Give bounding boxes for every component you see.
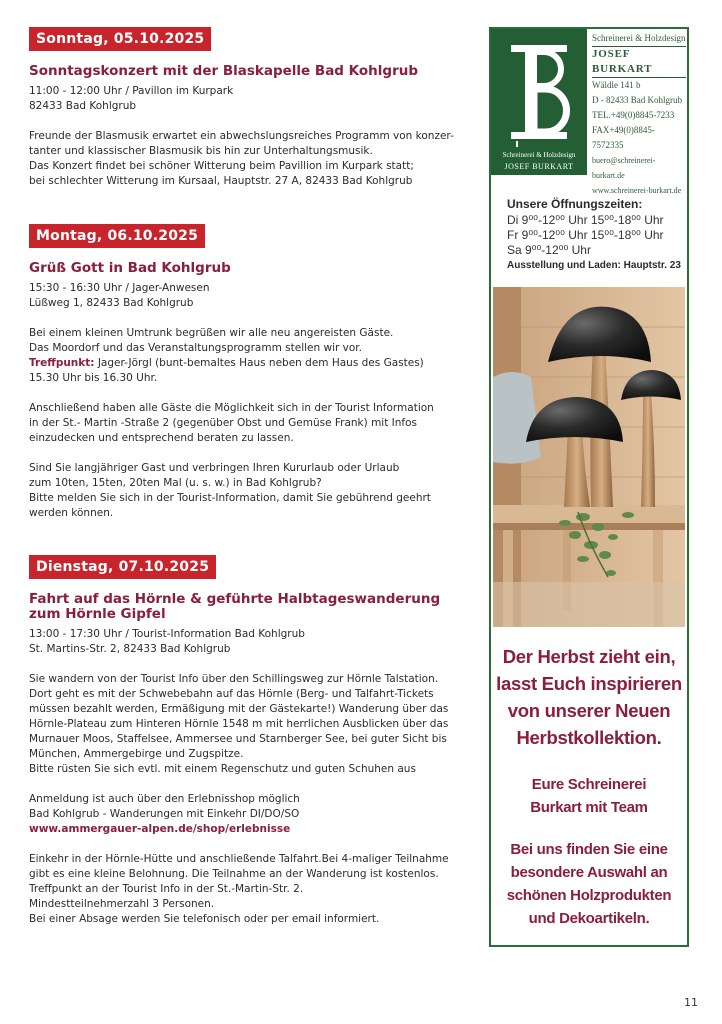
hours-line: Fr 9⁰⁰-12⁰⁰ Uhr 15⁰⁰-18⁰⁰ Uhr: [507, 228, 664, 242]
body-line: Einkehr in der Hörnle-Hütte und anschließende Talfahrt.Bei 4-maliger Teilnahme: [29, 853, 449, 865]
autumn-slogan: [493, 643, 685, 930]
body-line: Bitte rüsten Sie sich evtl. mit einem Regenschutz und guten Schuhen aus: [29, 763, 416, 775]
body-line: zum 10ten, 15ten, 20ten Mal (u. s. w.) in Bad Kohlgrub?: [29, 477, 322, 489]
team-line: Eure Schreinerei: [531, 776, 647, 793]
ad-header: [491, 29, 687, 195]
page-number: 11: [684, 996, 698, 1009]
date-tag: Dienstag, 07.10.2025: [29, 555, 216, 579]
fax: FAX+49(0)8845-7572335: [592, 125, 655, 150]
event-place: 82433 Bad Kohlgrub: [29, 100, 137, 112]
email[interactable]: buero@schreinerei-burkart.de: [592, 156, 656, 180]
offer-line: Bei uns finden Sie eine: [510, 841, 668, 858]
body-line: in der St.- Martin -Straße 2 (gegenüber Obst und Gemüse Frank) mit Infos: [29, 417, 418, 429]
body-line: Bei einem kleinen Umtrunk begrüßen wir alle neu angereisten Gäste.: [29, 327, 394, 339]
burkart-advertisement: [489, 27, 689, 947]
body-line: Anschließend haben alle Gäste die Möglichkeit sich in der Tourist Information: [29, 402, 434, 414]
body-line: einzudecken und entsprechend beraten zu lassen.: [29, 432, 294, 444]
body-line: Bei einer Absage werden Sie telefonisch oder per email informiert.: [29, 913, 380, 925]
body-line: Sie wandern von der Tourist Info über den Schillingsweg zur Hörnle Talstation.: [29, 673, 439, 685]
erlebnisse-link[interactable]: www.ammergauer-alpen.de/shop/erlebnisse: [29, 823, 291, 835]
hours-title: Unsere Öffnungszeiten:: [507, 197, 643, 211]
event-title-line: Fahrt auf das Hörnle & geführte Halbtageswanderung: [29, 591, 441, 607]
offer-line: schönen Holzprodukten: [506, 887, 672, 904]
meeting-point-text: Jager-Jörgl (bunt-bemaltes Haus neben dem Haus des Gastes): [94, 357, 424, 369]
slogan-line: Herbstkollektion.: [516, 727, 662, 748]
body-line: Hörnle-Plateau zum Hinteren Hörnle 1548 m mit herrlichen Ausblicken über das: [29, 718, 449, 730]
tagline: Schreinerei & Holzdesign: [592, 31, 686, 47]
body-line: bei schlechter Witterung im Kursaal, Hauptstr. 27 A, 82433 Bad Kohlgrub: [29, 175, 413, 187]
body-line: Treffpunkt an der Tourist Info in der St.-Martin-Str. 2.: [29, 883, 304, 895]
offer-line: und Dekoartikeln.: [528, 910, 650, 927]
event-time: 13:00 - 17:30 Uhr / Tourist-Information Bad Kohlgrub: [29, 628, 305, 640]
body-line: Sind Sie langjähriger Gast und verbringen Ihren Kururlaub oder Urlaub: [29, 462, 400, 474]
logo-caption-name: JOSEF BURKART: [504, 162, 574, 171]
body-line: Mindestteilnehmerzahl 3 Personen.: [29, 898, 215, 910]
event-title-line: zum Hörnle Gipfel: [29, 606, 166, 622]
body-line: tanter und klassischer Blasmusik bis hin zur Unterhaltungsmusik.: [29, 145, 373, 157]
body-line: Dort geht es mit der Schwebebahn auf das Hörnle (Berg- und Talfahrt-Tickets: [29, 688, 434, 700]
event-title: Grüß Gott in Bad Kohlgrub: [29, 260, 231, 276]
body-line: Das Moordorf und das Veranstaltungsprogramm stellen wir vor.: [29, 342, 362, 354]
date-tag: Sonntag, 05.10.2025: [29, 27, 211, 51]
event-place: Lüßweg 1, 82433 Bad Kohlgrub: [29, 297, 194, 309]
event-title: [29, 592, 469, 622]
slogan-line: von unserer Neuen: [507, 700, 671, 721]
slogan-line: Der Herbst zieht ein,: [502, 646, 676, 667]
body-line: müssen bezahlt werden, Ermäßigung mit der Gästekarte!) Wanderung über das: [29, 703, 449, 715]
body-line: Freunde der Blasmusik erwartet ein abwechslungsreiches Programm von konzer-: [29, 130, 454, 142]
event-tuesday: [29, 555, 469, 927]
body-line: gibt es eine kleine Belohnung. Die Teilnahme an der Wanderung ist kostenlos.: [29, 868, 439, 880]
hours-line: Di 9⁰⁰-12⁰⁰ Uhr 15⁰⁰-18⁰⁰ Uhr: [507, 213, 664, 227]
body-line: Murnauer Moos, Staffelsee, Ammersee und Starnberger See, bei guter Sicht bis: [29, 733, 447, 745]
event-sunday: [29, 27, 469, 189]
meeting-point-label: Treffpunkt:: [29, 357, 95, 369]
address-line: D - 82433 Bad Kohlgrub: [592, 95, 682, 105]
body-line: Bad Kohlgrub - Wanderungen mit Einkehr DI/DO/SO: [29, 808, 300, 820]
body-line: Bitte melden Sie sich in der Tourist-Information, damit Sie gebührend geehrt: [29, 492, 431, 504]
event-time: 11:00 - 12:00 Uhr / Pavillon im Kurpark: [29, 85, 234, 97]
mushroom-photo-illustration: [493, 287, 685, 627]
jb-monogram-icon: [507, 37, 571, 147]
phone: TEL.+49(0)8845-7233: [592, 110, 675, 120]
event-time: 15:30 - 16:30 Uhr / Jager-Anwesen: [29, 282, 210, 294]
mushroom-decor-photo: [493, 287, 685, 627]
contact-info: [592, 31, 686, 198]
body-line: Anmeldung ist auch über den Erlebnisshop möglich: [29, 793, 300, 805]
body-line: München, Ammergebirge und Zugspitze.: [29, 748, 244, 760]
hours-line: Sa 9⁰⁰-12⁰⁰ Uhr: [507, 243, 591, 257]
meeting-point: [29, 356, 469, 371]
body-line: werden können.: [29, 507, 114, 519]
team-line: Burkart mit Team: [530, 799, 648, 816]
event-monday: [29, 224, 469, 521]
event-title: Sonntagskonzert mit der Blaskapelle Bad Kohlgrub: [29, 63, 419, 79]
website[interactable]: www.schreinerei-burkart.de: [592, 186, 682, 195]
date-tag: Montag, 06.10.2025: [29, 224, 205, 248]
slogan-line: lasst Euch inspirieren: [496, 673, 682, 694]
showroom-address: Ausstellung und Laden: Hauptstr. 23: [507, 260, 681, 271]
offer-line: besondere Auswahl an: [510, 864, 668, 881]
opening-hours: [507, 197, 682, 271]
event-place: St. Martins-Str. 2, 82433 Bad Kohlgrub: [29, 643, 231, 655]
address-line: Wäldle 141 b: [592, 80, 641, 90]
company-name: JOSEF BURKART: [592, 47, 686, 78]
burkart-logo: [491, 29, 587, 175]
body-line: Das Konzert findet bei schöner Witterung beim Pavillion im Kurpark statt;: [29, 160, 414, 172]
logo-caption: Schreinerei & Holzdesign: [502, 151, 576, 159]
body-line: 15.30 Uhr bis 16.30 Uhr.: [29, 372, 158, 384]
